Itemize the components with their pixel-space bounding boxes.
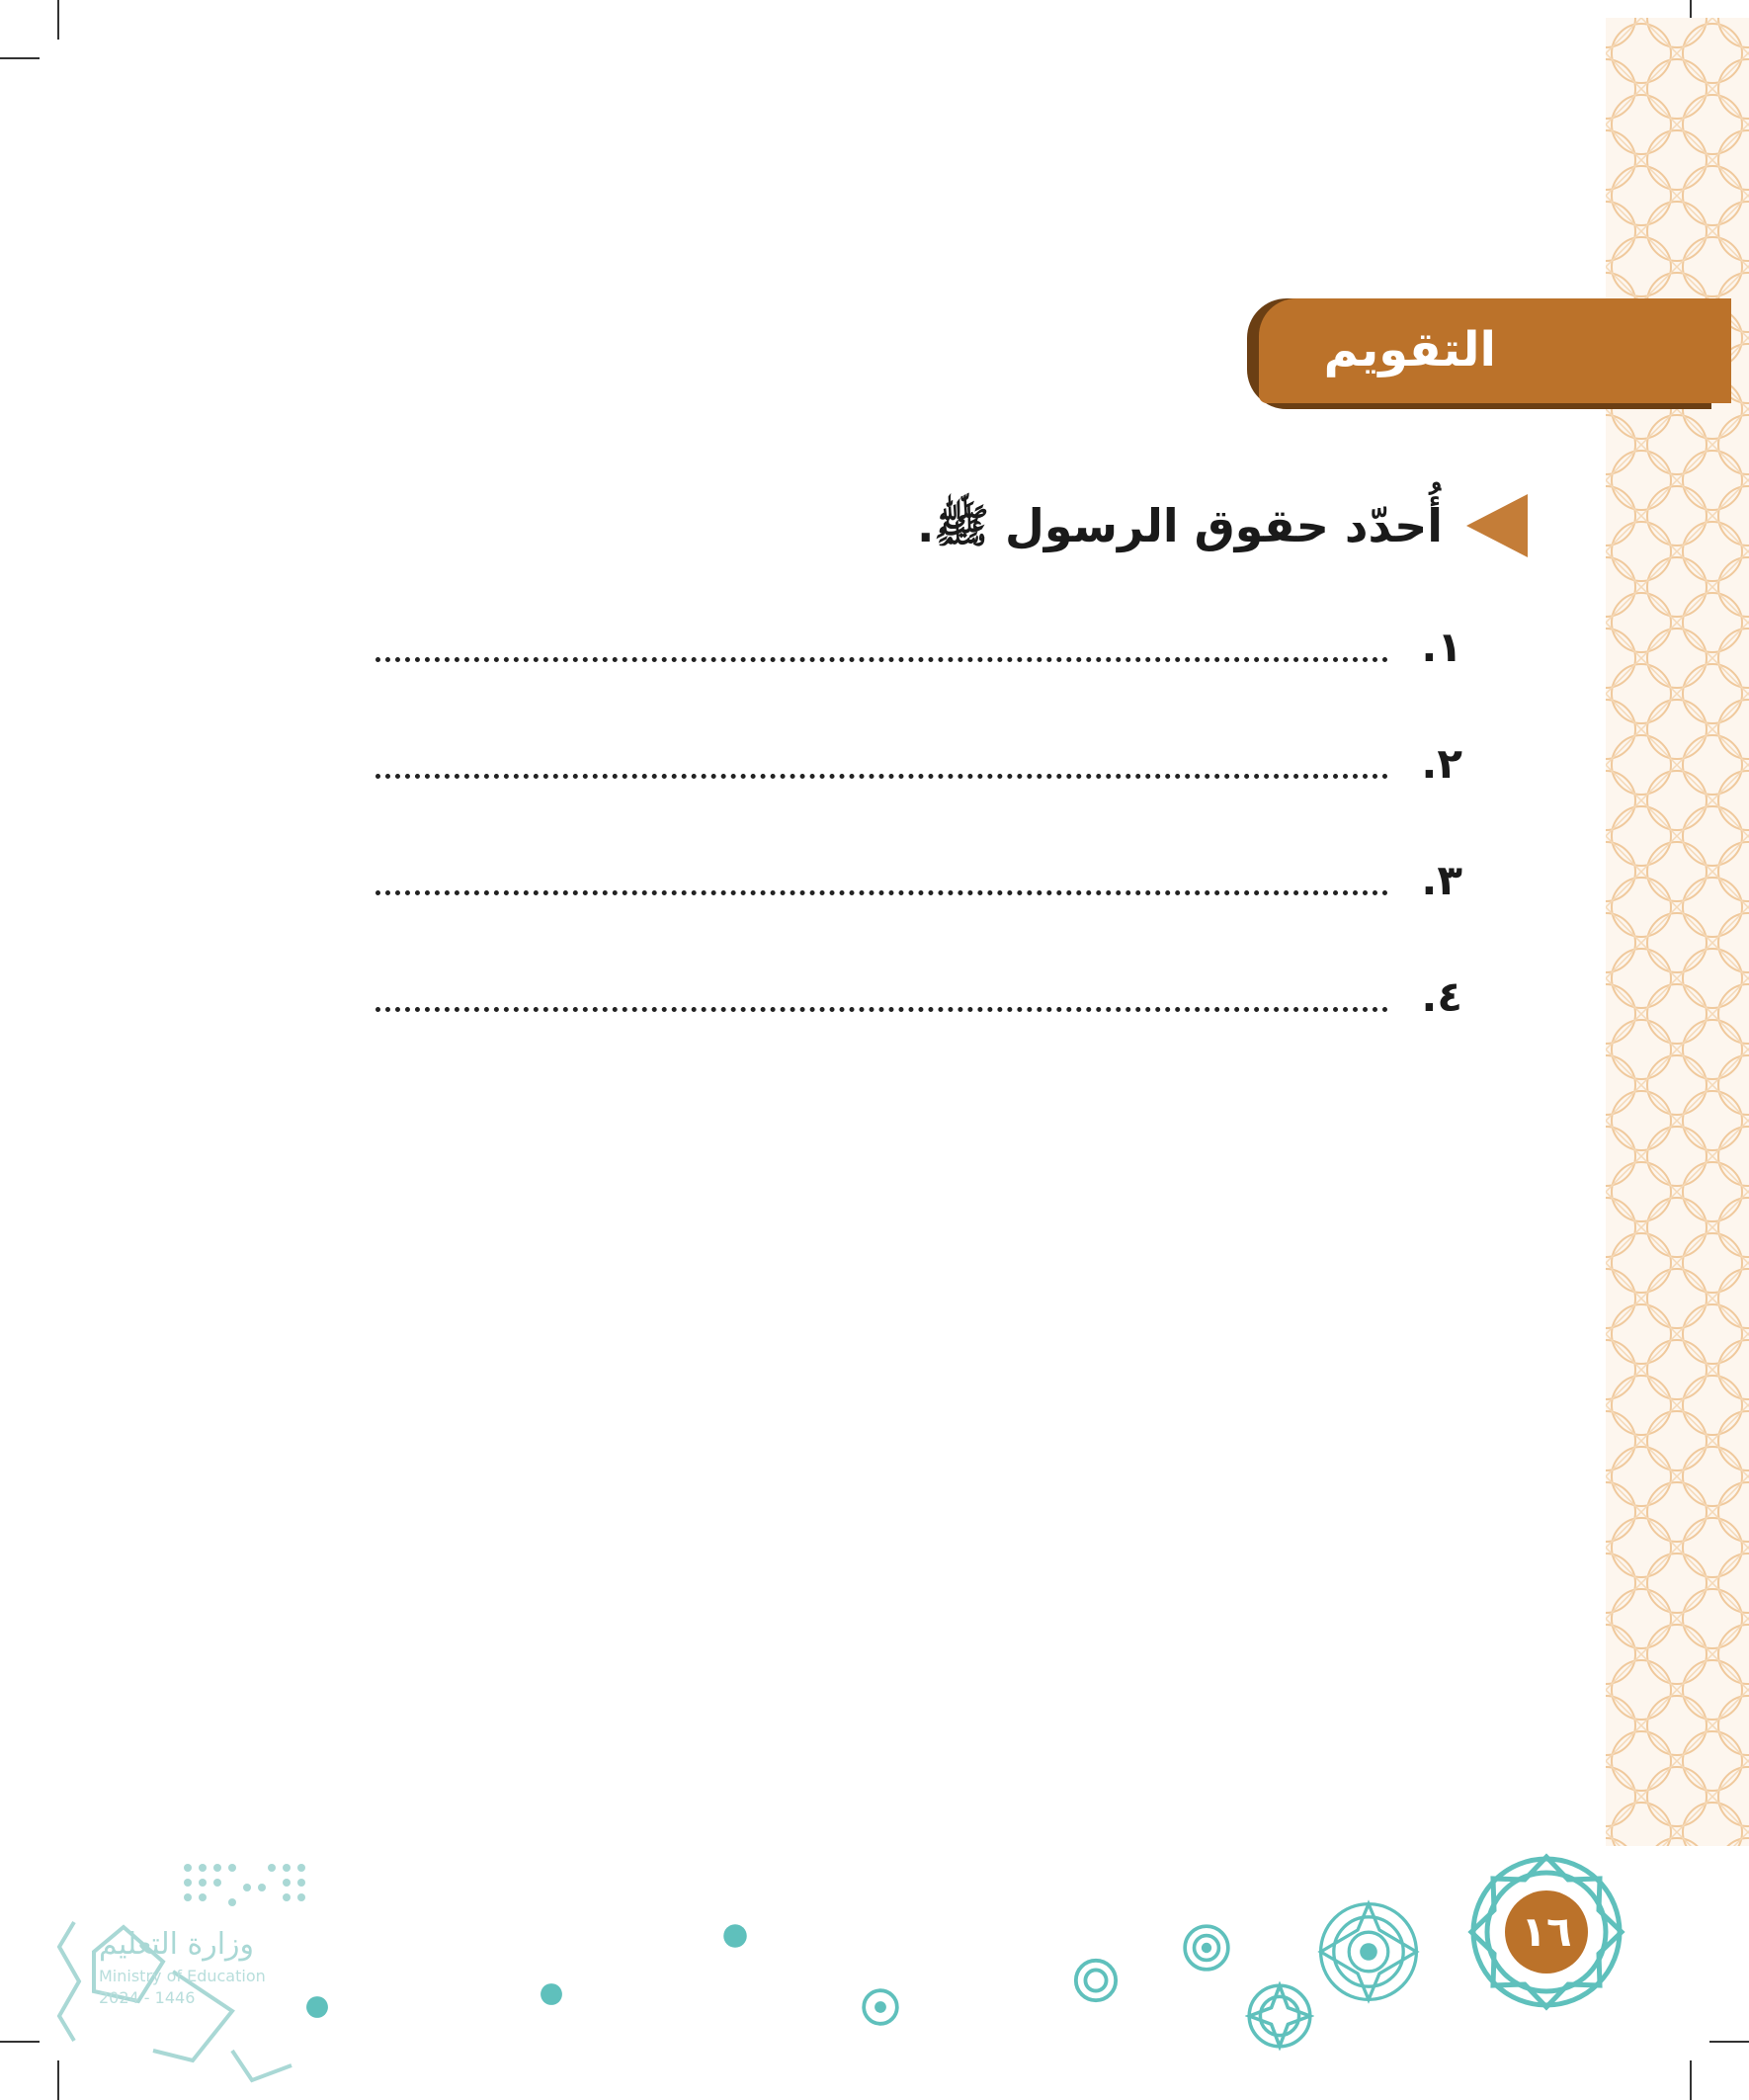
section-title: التقويم xyxy=(1323,322,1496,378)
answer-line[interactable] xyxy=(375,851,1462,967)
dotted-line xyxy=(375,657,1388,662)
crop-mark xyxy=(1709,2041,1749,2043)
rosette-ornament-icon xyxy=(1181,1922,1232,1974)
answer-line[interactable] xyxy=(375,734,1462,851)
rosette-ornament-icon xyxy=(1245,1981,1314,2051)
rosette-ornament-icon xyxy=(860,1986,901,2028)
answer-list xyxy=(375,618,1462,1084)
rosette-ornament-icon xyxy=(1314,1897,1423,2006)
dotted-line xyxy=(375,890,1388,895)
crop-mark xyxy=(57,0,59,40)
crop-mark xyxy=(0,2041,40,2043)
rosette-ornament-icon xyxy=(1072,1957,1120,2004)
answer-number: ١. xyxy=(1421,623,1462,671)
page-number: ١٦ xyxy=(1521,1907,1572,1956)
dotted-line xyxy=(375,774,1388,779)
triangle-bullet-icon xyxy=(1466,494,1528,557)
section-header-tab xyxy=(1247,298,1731,409)
dotted-line xyxy=(375,1007,1388,1012)
decorative-pattern-strip xyxy=(1606,18,1749,1846)
rosette-ornament-icon xyxy=(539,1981,564,2007)
ministry-name-en: Ministry of Education xyxy=(99,1967,266,1985)
answer-number: ٤. xyxy=(1421,972,1462,1021)
question-text: أُحدّد حقوق الرسول ﷺ. xyxy=(916,499,1443,552)
rosette-ornament-icon xyxy=(721,1922,749,1950)
crop-mark xyxy=(0,57,40,59)
answer-line[interactable] xyxy=(375,967,1462,1084)
crop-mark xyxy=(1690,2060,1692,2100)
answer-line[interactable] xyxy=(375,618,1462,734)
answer-number: ٣. xyxy=(1421,856,1462,904)
ministry-name-ar: وزارة التعليم xyxy=(99,1927,255,1962)
answer-number: ٢. xyxy=(1421,739,1462,788)
ministry-year: 2024 - 1446 xyxy=(99,1988,196,2007)
